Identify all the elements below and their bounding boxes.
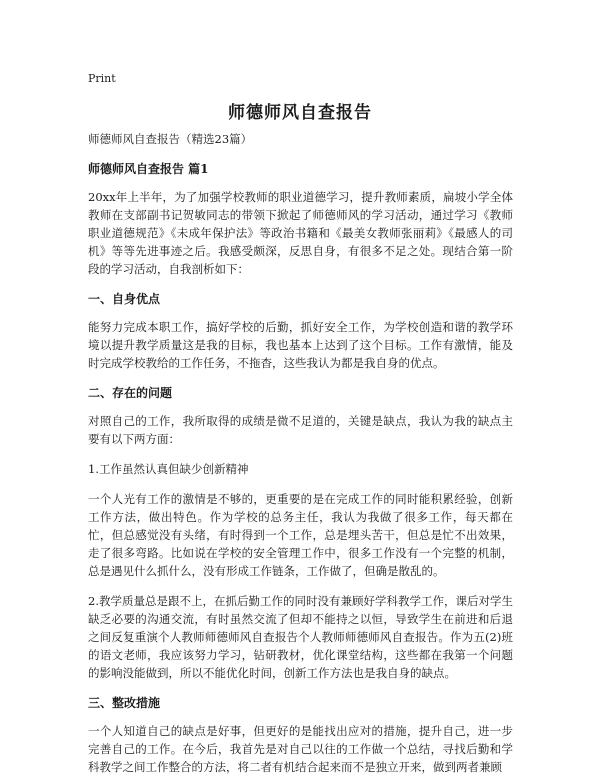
- print-label[interactable]: Print: [88, 72, 116, 85]
- document-body: [88, 130, 513, 776]
- measures-paragraph: 一个人知道自己的缺点是好事，但更好的是能找出应对的措施，提升自己，进一步完善自己的工作。在今后，我首先是对自己以往的工作做一个总结，寻找后勤和学科教学之间工作整合的方法，将二者有机结合起来而不是独立开来，做到两者兼顾: [88, 724, 513, 774]
- section-heading-strengths: 一、自身优点: [88, 292, 161, 306]
- section-heading-measures: 三、整改措施: [88, 696, 161, 710]
- page-title: 师德师风自查报告: [228, 103, 372, 123]
- part-heading: 师德师风自查报告 篇1: [88, 162, 209, 176]
- problems-paragraph: 对照自己的工作，我所取得的成绩是微不足道的，关键是缺点，我认为我的缺点主要有以下两方面：: [88, 414, 513, 446]
- point1-title: 1.工作虽然认真但缺少创新精神: [88, 462, 249, 476]
- document-subtitle: 师德师风自查报告（精选23篇）: [88, 132, 253, 146]
- point1-paragraph: 一个人光有工作的激情是不够的，更重要的是在完成工作的同时能积累经验，创新工作方法，做出特色。作为学校的总务主任，我认为我做了很多工作，每天都在忙，但总感觉没有头绪，有时得到一个工作，总是埋头苦干，但总是忙不出效果，走了很多弯路。比如说在学校的安全管理工作中，很多工作没有一个完整的机制，总是遇见什么抓什么，没有形成工作链条，工作做了，但确是散乱的。: [88, 492, 513, 578]
- point2-paragraph: 2.教学质量总是跟不上，在抓后勤工作的同时没有兼顾好学科教学工作，课后对学生缺乏必要的沟通交流，有时虽然交流了但却不能持之以恒，导致学生在前进和后退之间反复重演个人教师师德师风自查报告个人教师师德师风自查报告。作为五(2)班的语文老师，我应该努力学习，钻研教材，优化课堂结构，这些都在我第一个问题的影响没能做到，所以不能优化时间，创新工作方法也是我自身的缺点。: [88, 594, 513, 680]
- intro-paragraph: 20xx年上半年，为了加强学校教师的职业道德学习，提升教师素质，扁坡小学全体教师在支部副书记贺敏同志的带领下掀起了师德师风的学习活动，通过学习《教师职业道德规范》《未成年保护法》等政治书籍和《最美女教师张丽莉》《最感人的司机》等等先进事迹之后。我感受颇深，反思自身，有很多不足之处。现结合第一阶段的学习活动，自我剖析如下：: [88, 190, 513, 276]
- strengths-paragraph: 能努力完成本职工作，搞好学校的后勤，抓好安全工作，为学校创造和谐的教学环境以提升教学质量这是我的目标，我也基本上达到了这个目标。工作有激情，能及时完成学校教给的工作任务，不拖杳，这些我认为都是我自身的优点。: [88, 320, 513, 370]
- section-heading-problems: 二、存在的问题: [88, 386, 173, 400]
